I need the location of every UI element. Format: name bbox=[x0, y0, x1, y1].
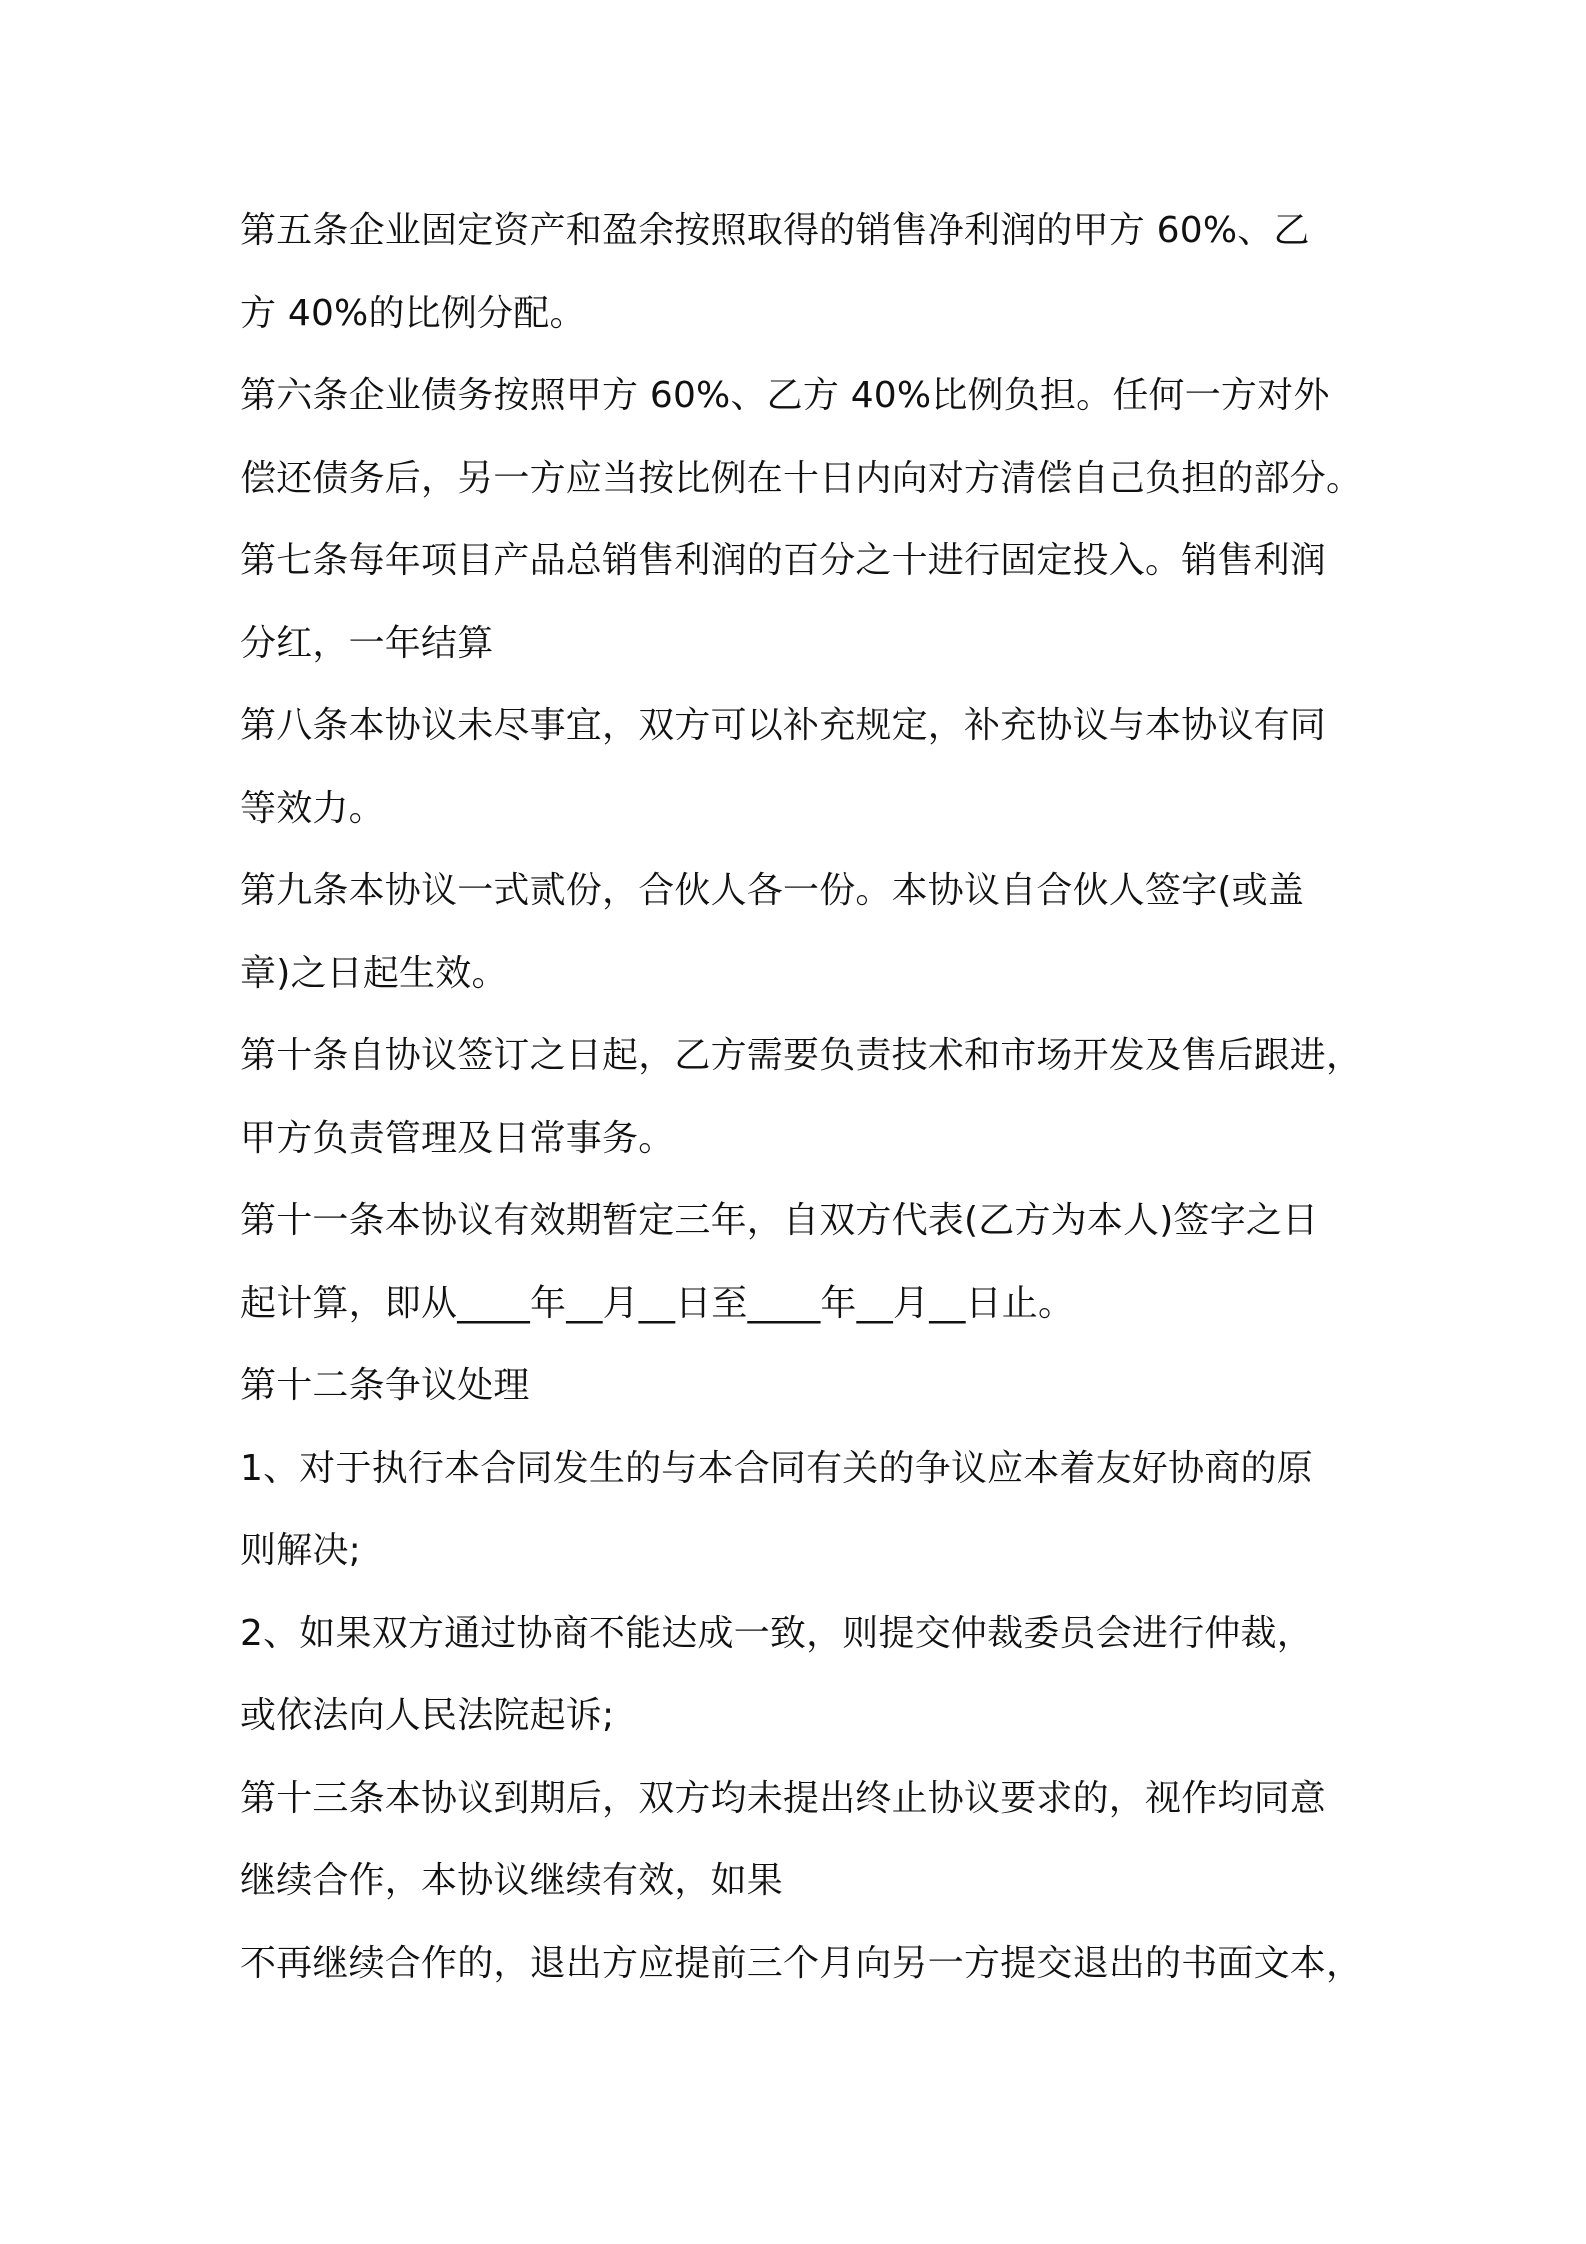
text-line: 第十三条本协议到期后，双方均未提出终止协议要求的，视作均同意 bbox=[240, 1777, 1327, 1819]
text-line: 等效力。 bbox=[240, 787, 385, 829]
text-line: 第五条企业固定资产和盈余按照取得的销售净利润的甲方 60%、乙 bbox=[240, 210, 1310, 251]
text-line: 第十条自协议签订之日起，乙方需要负责技术和市场开发及售后跟进， bbox=[240, 1035, 1363, 1076]
text-line: 第八条本协议未尽事宜，双方可以补充规定，补充协议与本协议有同 bbox=[240, 705, 1327, 746]
text-line: 第九条本协议一式贰份，合伙人各一份。本协议自合伙人签字(或盖 bbox=[240, 870, 1305, 911]
text-line: 第十二条争议处理 bbox=[240, 1365, 530, 1406]
text-line: 则解决; bbox=[240, 1530, 361, 1571]
text-line: 分红，一年结算 bbox=[240, 622, 494, 664]
text-line: 第六条企业债务按照甲方 60%、乙方 40%比例负担。任何一方对外 bbox=[240, 375, 1330, 416]
text-line: 章)之日起生效。 bbox=[240, 952, 508, 994]
text-line: 偿还债务后，另一方应当按比例在十日内向对方清偿自己负担的部分。 bbox=[240, 457, 1363, 499]
text-line: 甲方负责管理及日常事务。 bbox=[240, 1117, 675, 1159]
text-line: 第七条每年项目产品总销售利润的百分之十进行固定投入。销售利润 bbox=[240, 540, 1327, 581]
text-line: 或依法向人民法院起诉; bbox=[240, 1695, 615, 1736]
text-line: 方 40%的比例分配。 bbox=[240, 292, 586, 334]
text-line: 继续合作，本协议继续有效，如果 bbox=[240, 1860, 784, 1901]
text-line: 2、如果双方通过协商不能达成一致，则提交仲裁委员会进行仲裁， bbox=[240, 1612, 1313, 1654]
text-line: 起计算，即从____年__月__日至____年__月__日止。 bbox=[240, 1282, 1075, 1324]
text-line: 第十一条本协议有效期暂定三年，自双方代表(乙方为本人)签字之日 bbox=[240, 1200, 1319, 1241]
text-line: 1、对于执行本合同发生的与本合同有关的争议应本着友好协商的原 bbox=[240, 1447, 1313, 1489]
document-body bbox=[240, 190, 1363, 2005]
text-line: 不再继续合作的，退出方应提前三个月向另一方提交退出的书面文本， bbox=[240, 1942, 1363, 1984]
